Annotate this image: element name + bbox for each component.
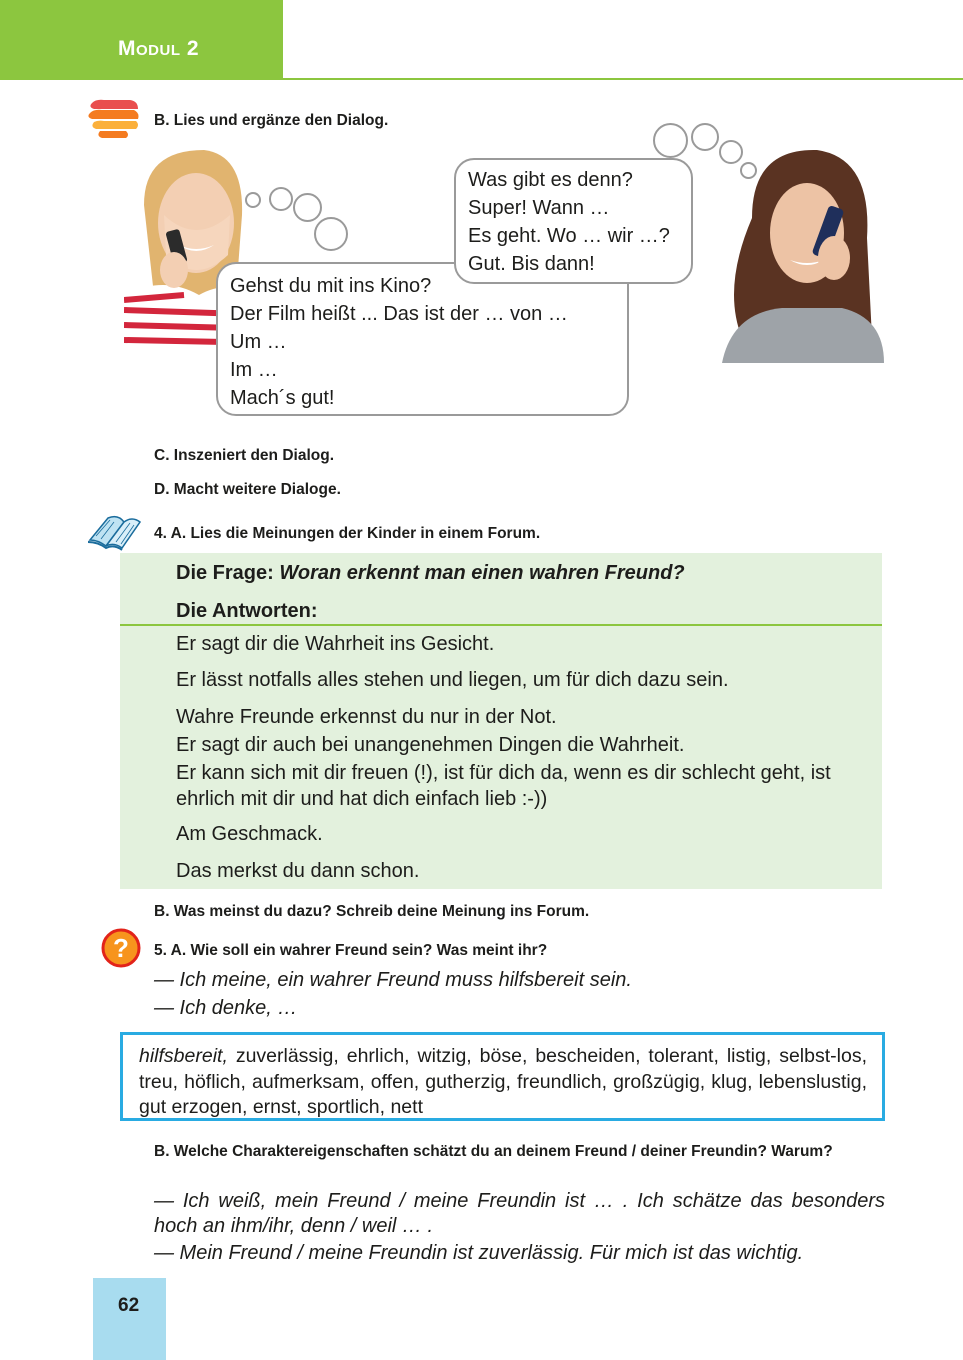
forum-answer: Er kann sich mit dir freuen (!), ist für dich da, wenn es dir schlecht geht, ist ehrlich mit dir und hat dich einfach lieb :-)) <box>176 762 831 810</box>
section-d-title: D. Macht weitere Dialoge. <box>154 481 341 498</box>
dialog-line: Super! Wann … <box>468 197 610 219</box>
dialog-line: Es geht. Wo … wir …? <box>468 225 670 247</box>
dialog-bubble-left <box>216 262 629 416</box>
example-line: — Ich denke, … <box>154 997 298 1019</box>
thought-dot <box>691 123 719 151</box>
thought-dot <box>293 193 322 222</box>
forum-divider <box>120 624 882 626</box>
thought-dot <box>314 217 348 251</box>
dialog-line: Mach´s gut! <box>230 387 335 409</box>
dialog-bubble-right <box>454 158 693 284</box>
svg-text:?: ? <box>113 933 129 963</box>
example-line: — Mein Freund / meine Freundin ist zuverlässig. Für mich ist das wichtig. <box>154 1242 804 1264</box>
dialog-line: Um … <box>230 331 287 353</box>
dialog-line: Was gibt es denn? <box>468 169 633 191</box>
forum-answer: Er lässt notfalls alles stehen und liegen, um für dich dazu sein. <box>176 669 729 691</box>
task-4a-title: 4. A. Lies die Meinungen der Kinder in einem Forum. <box>154 525 541 542</box>
thought-dot <box>269 187 293 211</box>
thought-dot <box>740 162 757 179</box>
dialog-line: Im … <box>230 359 278 381</box>
task-5b-title: B. Welche Charaktereigenschaften schätzt du an deinem Freund / deiner Freundin? Warum? <box>154 1143 833 1160</box>
forum-answers-label: Die Antworten: <box>176 600 318 622</box>
phone-hand-icon <box>86 97 142 141</box>
modul-title: MODUL 2 <box>118 37 200 60</box>
forum-answer: Er sagt dir die Wahrheit ins Gesicht. <box>176 633 495 655</box>
example-line: — Ich weiß, mein Freund / meine Freundin ist … . Ich schätze das besonders hoch an ihm/ihr, denn / weil … . <box>154 1190 885 1237</box>
thought-dot <box>245 192 261 208</box>
page-number-box <box>93 1278 166 1360</box>
section-c-title: C. Inszeniert den Dialog. <box>154 447 334 464</box>
thought-dot <box>719 140 743 164</box>
section-b-title: B. Lies und ergänze den Dialog. <box>154 112 389 129</box>
question-mark-icon <box>101 928 141 968</box>
woman-photo-right <box>712 148 884 363</box>
dialog-line: Gehst du mit ins Kino? <box>230 275 432 297</box>
dialog-line: Gut. Bis dann! <box>468 253 595 275</box>
task-4b-title: B. Was meinst du dazu? Schreib deine Meinung ins Forum. <box>154 903 590 920</box>
open-book-icon <box>86 508 142 554</box>
page-number: 62 <box>118 1295 140 1316</box>
dialog-line: Der Film heißt ... Das ist der … von … <box>230 303 568 325</box>
forum-answer: Wahre Freunde erkennst du nur in der Not. <box>176 706 557 728</box>
thought-dot <box>653 123 688 158</box>
forum-answer: Er sagt dir auch bei unangenehmen Dingen die Wahrheit. <box>176 734 685 756</box>
header-rule <box>283 78 963 80</box>
forum-question: Die Frage: Woran erkennt man einen wahren Freund? <box>176 562 685 584</box>
example-line: — Ich meine, ein wahrer Freund muss hilfsbereit sein. <box>154 969 632 991</box>
forum-answer: Das merkst du dann schon. <box>176 860 420 882</box>
task-5a-title: 5. A. Wie soll ein wahrer Freund sein? Was meint ihr? <box>154 942 548 959</box>
forum-answer: Am Geschmack. <box>176 823 323 845</box>
adjective-word-box: hilfsbereit, zuverlässig, ehrlich, witzig, böse, bescheiden, tolerant, listig, selbst-los, treu, höflich, aufmerksam, offen, gutherzig, freundlich, großzügig, klug, lebenslustig, gut erzogen, ernst, sportlich, nett <box>120 1032 885 1121</box>
